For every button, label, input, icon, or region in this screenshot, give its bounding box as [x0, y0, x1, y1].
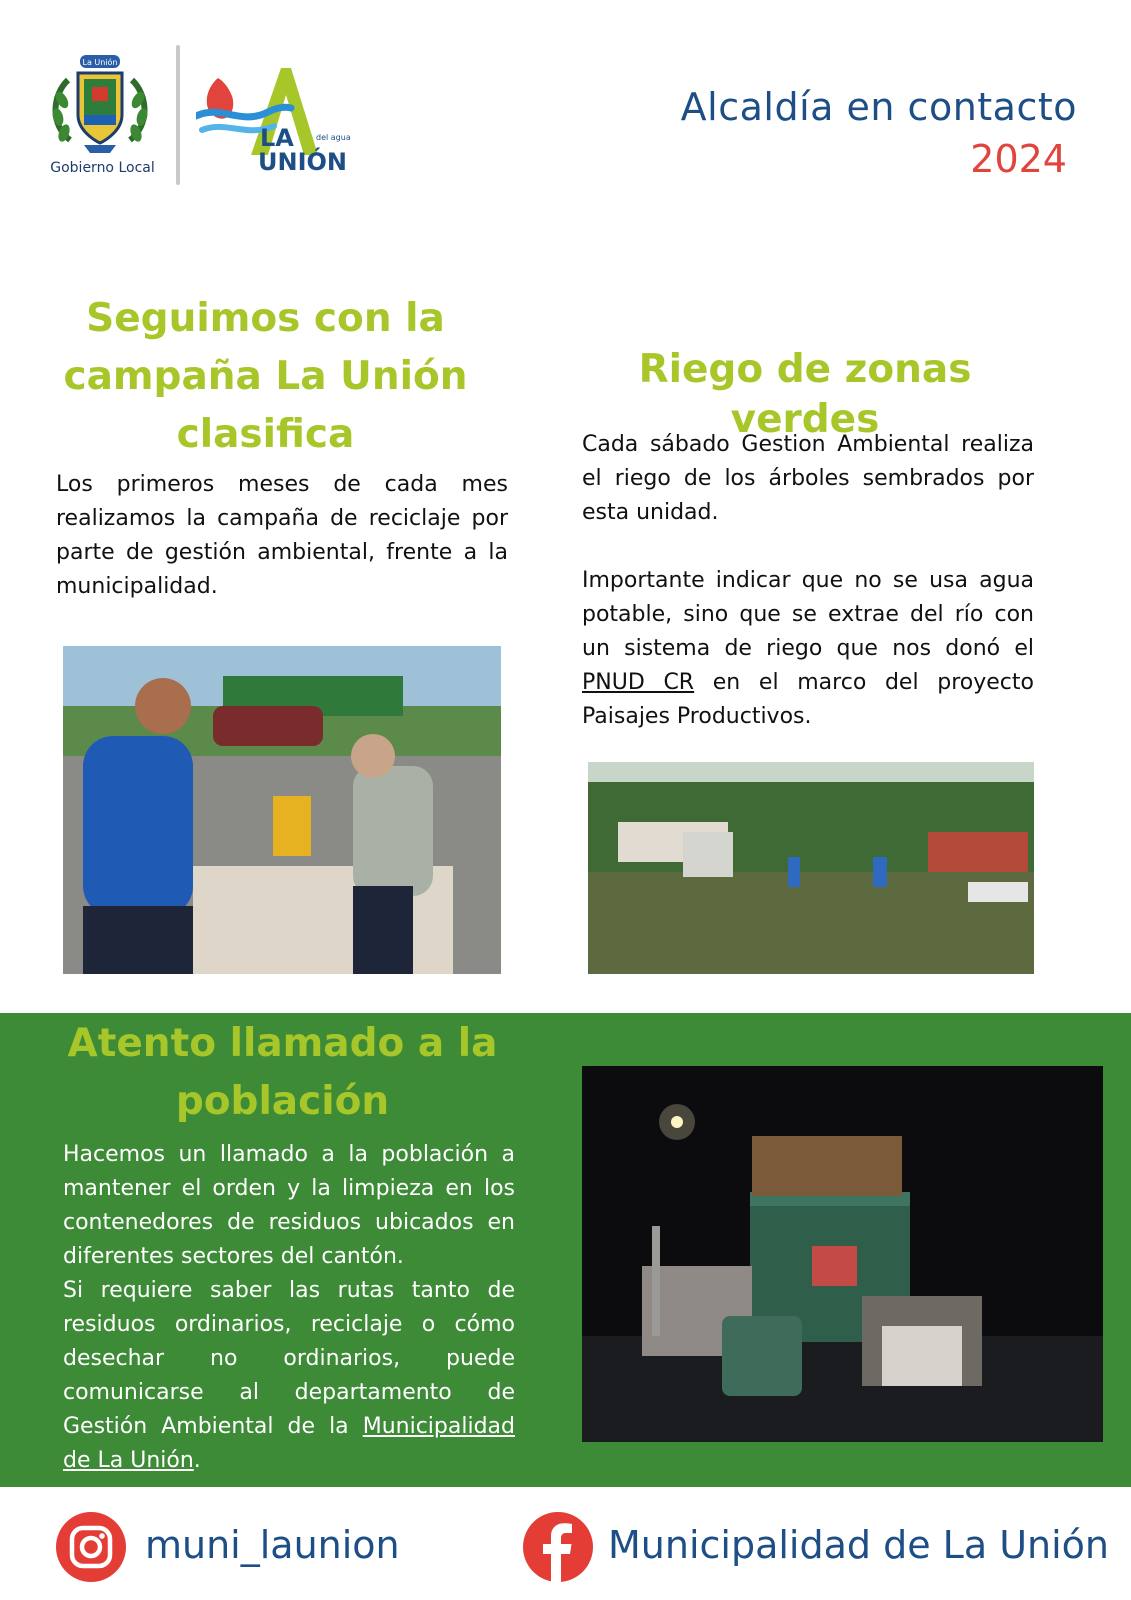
recycling-campaign-photo — [63, 646, 501, 974]
facebook-icon[interactable] — [523, 1512, 593, 1582]
section2-body-paragraph1: Cada sábado Gestion Ambiental realiza el riego de los árboles sembrados por esta unidad. — [582, 432, 1034, 525]
instagram-icon[interactable] — [56, 1512, 126, 1582]
section2-body2-text1: Importante indicar que no se usa agua potable, sino que se extrae del río con un sistema de riego que nos donó el — [582, 568, 1034, 661]
instagram-handle[interactable]: muni_launion — [145, 1523, 400, 1567]
la-union-logo — [196, 60, 356, 180]
section1-heading-line2: campaña La Unión — [63, 354, 468, 399]
section1-body: Los primeros meses de cada mes realizamos la campaña de reciclaje por parte de gestión ambiental, frente a la municipalidad. — [56, 472, 508, 599]
waste-container-night-photo — [582, 1066, 1103, 1442]
section2-body — [582, 428, 1034, 734]
section1-heading — [58, 290, 473, 464]
header-divider — [176, 45, 180, 185]
section2-body-paragraph2 — [582, 564, 1034, 734]
logo-union-text: UNIÓN — [258, 148, 347, 176]
section3-body-paragraph1: Hacemos un llamado a la población a mantener el orden y la limpieza en los contenedores de residuos ubicados en diferentes sectores del cantón. — [63, 1142, 515, 1269]
newsletter-title: Alcaldía en contacto — [680, 85, 1077, 129]
section3-body2-text1: Si requiere saber las rutas tanto de residuos ordinarios, reciclaje o cómo desechar no ordinarios, puede comunicarse al departamento de Gestión Ambiental de la — [63, 1278, 515, 1439]
section3-heading — [60, 1015, 505, 1131]
logo-del-agua-text: del agua — [316, 133, 351, 142]
section3-body2-text2: . — [193, 1448, 201, 1473]
section1-heading-line3: clasifica — [176, 412, 355, 457]
section3-heading-line1: Atento llamado a la — [67, 1021, 498, 1066]
section2-heading: Riego de zonas verdes — [638, 347, 972, 442]
section3-body — [63, 1138, 515, 1478]
section2-body2-text2: en el marco del proyecto Paisajes Productivos. — [582, 670, 1034, 729]
shield-banner-text: La Unión — [82, 58, 118, 67]
section1-heading-line1: Seguimos con la — [86, 296, 445, 341]
municipalidad-link[interactable]: Municipalidad de La Unión — [63, 1414, 515, 1473]
logo-la-text: LA — [260, 124, 294, 152]
section3-body-paragraph2 — [63, 1274, 515, 1478]
pnud-link[interactable]: PNUD CR — [582, 670, 695, 695]
watering-green-areas-photo — [588, 762, 1034, 974]
newsletter-year: 2024 — [970, 137, 1067, 181]
section3-heading-line2: población — [175, 1079, 390, 1124]
facebook-page-name[interactable]: Municipalidad de La Unión — [608, 1523, 1109, 1567]
gobierno-local-label: Gobierno Local — [50, 160, 155, 176]
